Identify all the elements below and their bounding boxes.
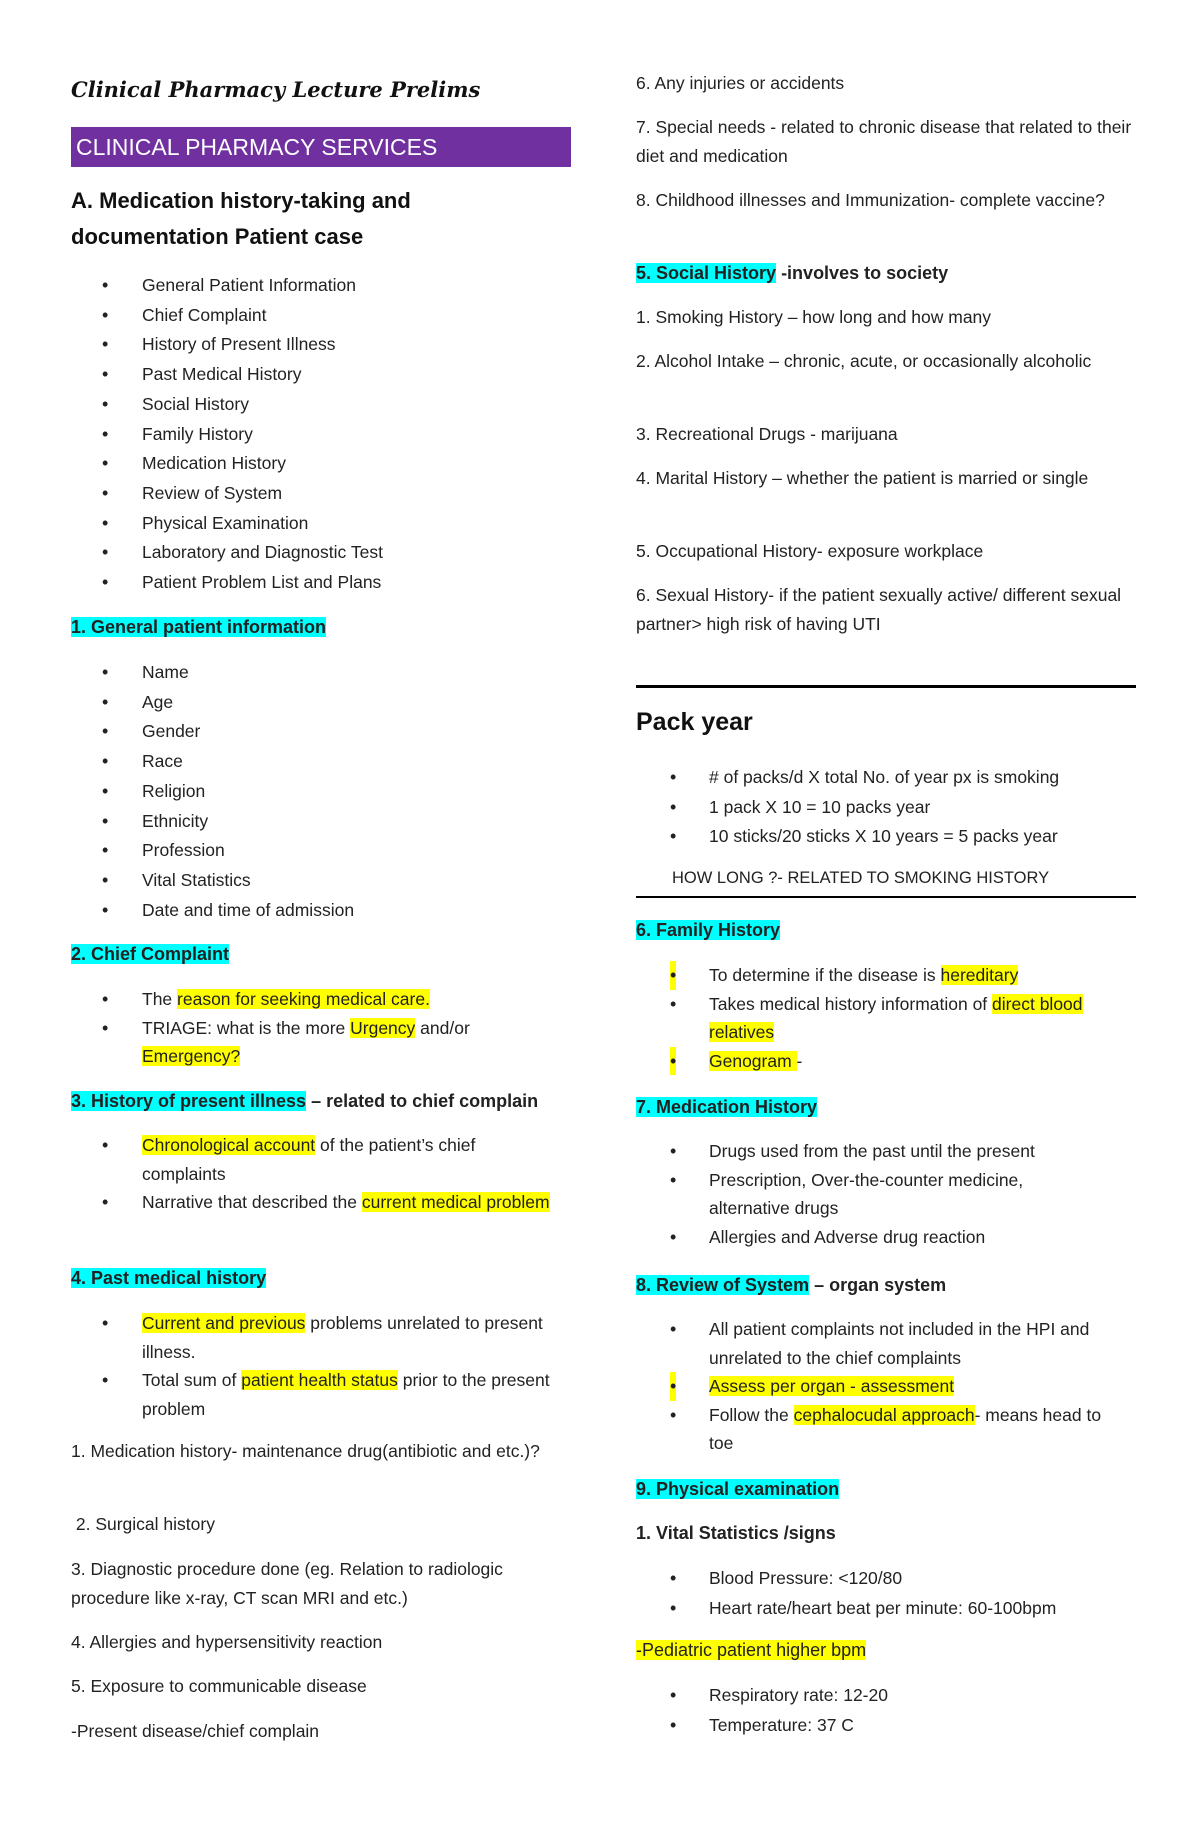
pack-year-heading: Pack year (636, 708, 753, 736)
review-of-system-list (636, 1315, 1109, 1458)
list-item: • Prescription, Over-the-counter medicine, alternative drugs (636, 1166, 1099, 1223)
list-item: • Vital Statistics (71, 866, 354, 896)
list-item: • Physical Examination (71, 509, 383, 539)
section-banner: CLINICAL PHARMACY SERVICES (71, 127, 571, 167)
paragraph: 3. Diagnostic procedure done (eg. Relation to radiologic procedure like x-ray, CT scan MRI and etc.) (71, 1559, 503, 1608)
paragraph: 6. Any injuries or accidents (636, 73, 845, 93)
vital-signs-subtitle: 1. Vital Statistics /signs (636, 1523, 836, 1543)
paragraph: 5. Occupational History- exposure workplace (636, 541, 984, 561)
section-4-title: 4. Past medical history (71, 1268, 267, 1288)
list-item: • Date and time of admission (71, 896, 354, 926)
list-item: • All patient complaints not included in the HPI and unrelated to the chief complaints (636, 1315, 1099, 1372)
list-item: • # of packs/d X total No. of year px is smoking (636, 763, 1059, 793)
heading-medication-history: A. Medication history-taking and documentation Patient case (71, 188, 411, 249)
list-item: • Heart rate/heart beat per minute: 60-100bpm (636, 1594, 1056, 1624)
list-item: • Laboratory and Diagnostic Test (71, 538, 383, 568)
medication-history-list (636, 1137, 1099, 1251)
section-5-title: 5. Social History -involves to society (636, 263, 949, 283)
list-item: • Medication History (71, 449, 383, 479)
list-item: • TRIAGE: what is the more Urgency and/or Emergency? (71, 1014, 552, 1071)
section-2-title: 2. Chief Complaint (71, 944, 230, 964)
list-item: • Family History (71, 420, 383, 450)
list-item: • To determine if the disease is hereditary (636, 961, 1099, 990)
section-8-title: 8. Review of System – organ system (636, 1275, 947, 1295)
pack-year-note: HOW LONG ?- RELATED TO SMOKING HISTORY (672, 869, 1050, 887)
paragraph: 6. Sexual History- if the patient sexually active/ different sexual partner> high risk of having UTI (636, 585, 1122, 634)
hpi-list (71, 1131, 552, 1217)
pediatric-note: -Pediatric patient higher bpm (636, 1640, 867, 1660)
paragraph: 1. Smoking History – how long and how many (636, 307, 992, 327)
patient-case-list (71, 271, 383, 598)
chief-complaint-list (71, 985, 552, 1071)
list-item: • Genogram - (636, 1047, 1099, 1076)
paragraph: -Present disease/chief complain (71, 1721, 320, 1741)
list-item: • Profession (71, 836, 354, 866)
section-3-title: 3. History of present illness – related to chief complain (71, 1091, 539, 1111)
list-item: • Assess per organ - assessment (636, 1372, 1109, 1401)
list-item: • The reason for seeking medical care. (71, 985, 552, 1014)
section-1-title: 1. General patient information (71, 617, 327, 637)
paragraph: 4. Marital History – whether the patient is married or single (636, 468, 1089, 488)
list-item: • Takes medical history information of direct blood relatives (636, 990, 1099, 1047)
general-info-list (71, 658, 354, 925)
list-item: • Current and previous problems unrelated to present illness. (71, 1309, 552, 1366)
section-9-title: 9. Physical examination (636, 1479, 840, 1499)
list-item: • Follow the cephalocudal approach- means head to toe (636, 1401, 1109, 1458)
list-item: • Respiratory rate: 12-20 (636, 1681, 888, 1711)
vital-signs-list (636, 1564, 1056, 1623)
list-item: • Age (71, 688, 354, 718)
divider (636, 896, 1136, 898)
paragraph: 2. Alcohol Intake – chronic, acute, or occasionally alcoholic (636, 351, 1092, 371)
paragraph: 1. Medication history- maintenance drug(antibiotic and etc.)? (71, 1441, 540, 1461)
list-item: • Blood Pressure: <120/80 (636, 1564, 1056, 1594)
list-item: • Total sum of patient health status prior to the present problem (71, 1366, 552, 1423)
list-item: • Chief Complaint (71, 301, 383, 331)
list-item: • Past Medical History (71, 360, 383, 390)
list-item: • Name (71, 658, 354, 688)
section-7-title: 7. Medication History (636, 1097, 818, 1117)
vital-signs-list-2 (636, 1681, 888, 1740)
family-history-list (636, 961, 1099, 1075)
document-title: Clinical Pharmacy Lecture Prelims (71, 77, 481, 102)
paragraph: 4. Allergies and hypersensitivity reaction (71, 1632, 383, 1652)
list-item: • Ethnicity (71, 807, 354, 837)
list-item: • Gender (71, 717, 354, 747)
paragraph: 8. Childhood illnesses and Immunization- complete vaccine? (636, 190, 1105, 210)
list-item: • Allergies and Adverse drug reaction (636, 1223, 1099, 1252)
list-item: • General Patient Information (71, 271, 383, 301)
paragraph: 2. Surgical history (71, 1514, 215, 1534)
paragraph: 5. Exposure to communicable disease (71, 1676, 367, 1696)
list-item: • Temperature: 37 C (636, 1711, 888, 1741)
list-item: • Social History (71, 390, 383, 420)
list-item: • Drugs used from the past until the present (636, 1137, 1099, 1166)
paragraph: 3. Recreational Drugs - marijuana (636, 424, 898, 444)
list-item: • Patient Problem List and Plans (71, 568, 383, 598)
past-medical-list (71, 1309, 552, 1423)
divider (636, 685, 1136, 688)
list-item: • Chronological account of the patient’s chief complaints (71, 1131, 552, 1188)
list-item: • History of Present Illness (71, 330, 383, 360)
list-item: • 1 pack X 10 = 10 packs year (636, 793, 1059, 823)
paragraph: 7. Special needs - related to chronic disease that related to their diet and medication (636, 117, 1132, 166)
list-item: • Religion (71, 777, 354, 807)
list-item: • Narrative that described the current medical problem (71, 1188, 552, 1217)
list-item: • 10 sticks/20 sticks X 10 years = 5 packs year (636, 822, 1059, 852)
section-6-title: 6. Family History (636, 920, 781, 940)
list-item: • Review of System (71, 479, 383, 509)
list-item: • Race (71, 747, 354, 777)
pack-year-list (636, 763, 1059, 852)
